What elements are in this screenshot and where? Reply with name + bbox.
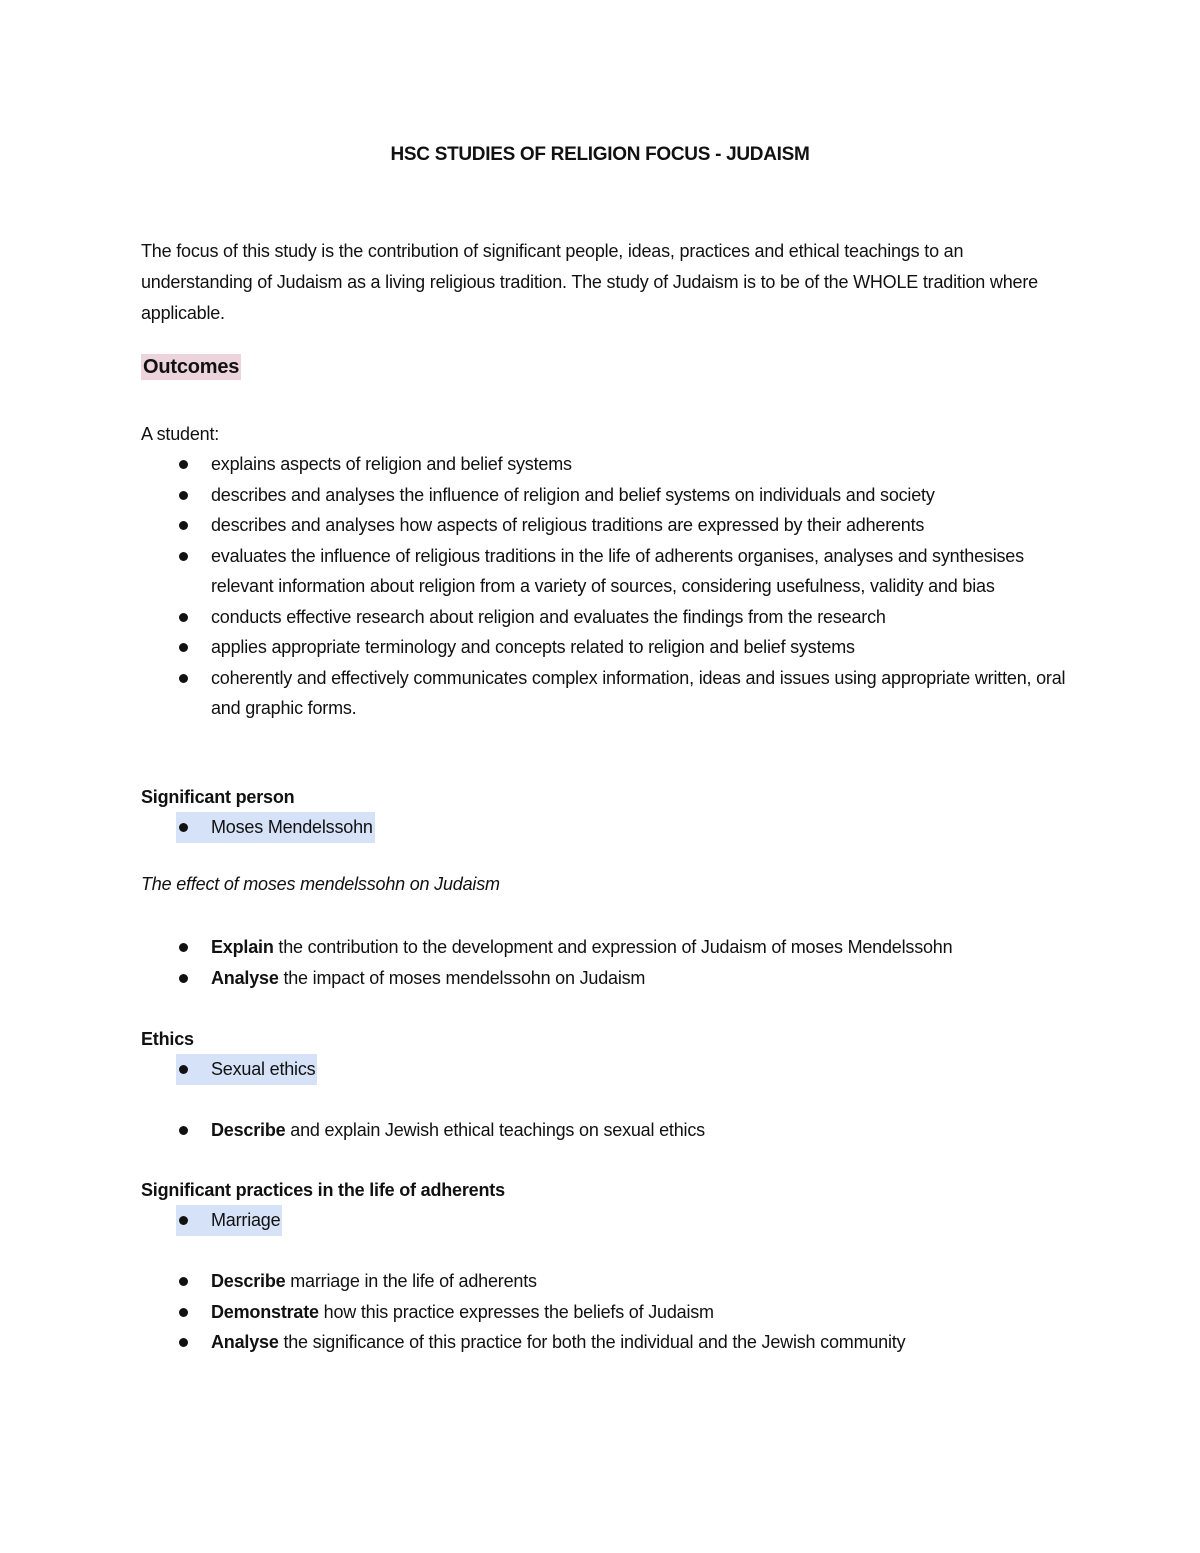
bullet-icon [179, 674, 188, 683]
list-item: explains aspects of religion and belief systems [141, 449, 1071, 480]
bullet-icon [179, 552, 188, 561]
ethics-task-list [141, 1115, 1071, 1146]
highlighted-item: Sexual ethics [176, 1054, 317, 1085]
list-item: Demonstrate how this practice expresses the beliefs of Judaism [141, 1297, 1071, 1328]
ethics-tasks [141, 1115, 1071, 1146]
list-item: Describe and explain Jewish ethical teachings on sexual ethics [141, 1115, 1071, 1146]
ethics-section [141, 1026, 1071, 1085]
bullet-icon [179, 823, 188, 832]
outcomes-lead: A student: [141, 424, 220, 444]
highlighted-item: Moses Mendelssohn [176, 812, 375, 843]
list-item [141, 812, 1071, 843]
practices-heading: Significant practices in the life of adherents [141, 1180, 505, 1200]
person-section [141, 784, 1071, 843]
bullet-icon [179, 491, 188, 500]
list-item [141, 1054, 1071, 1085]
bullet-icon [179, 1277, 188, 1286]
person-highlight-list [141, 812, 1071, 843]
outcomes-list [141, 449, 1071, 724]
page-title: HSC STUDIES OF RELIGION FOCUS - JUDAISM [390, 144, 810, 165]
outcomes-heading-row [141, 356, 241, 379]
ethics-highlight-list [141, 1054, 1071, 1085]
list-item: Analyse the impact of moses mendelssohn on Judaism [141, 963, 1071, 994]
list-item: Analyse the significance of this practice for both the individual and the Jewish community [141, 1327, 1071, 1358]
list-item: coherently and effectively communicates complex information, ideas and issues using appropriate written, oral and graphic forms. [141, 663, 1071, 724]
bullet-icon [179, 521, 188, 530]
bullet-icon [179, 460, 188, 469]
practices-task-list [141, 1266, 1071, 1358]
bullet-icon [179, 613, 188, 622]
bullet-icon [179, 1126, 188, 1135]
list-item: Describe marriage in the life of adherents [141, 1266, 1071, 1297]
practices-section [141, 1177, 1071, 1236]
bullet-icon [179, 974, 188, 983]
practices-highlight-list [141, 1205, 1071, 1236]
list-item [141, 1205, 1071, 1236]
highlighted-item: Marriage [176, 1205, 282, 1236]
list-item: Explain the contribution to the development and expression of Judaism of moses Mendelssohn [141, 932, 1071, 963]
bullet-icon [179, 1308, 188, 1317]
bullet-icon [179, 1216, 188, 1225]
list-item: describes and analyses the influence of religion and belief systems on individuals and society [141, 480, 1071, 511]
intro-paragraph: The focus of this study is the contribution of significant people, ideas, practices and ethical teachings to an understanding of Judaism as a living religious tradition. The study of Judaism is to be of the WHOLE tradition where applicable. [141, 241, 1038, 323]
bullet-icon [179, 643, 188, 652]
bullet-icon [179, 943, 188, 952]
person-tasks [141, 932, 1071, 993]
list-item: describes and analyses how aspects of religious traditions are expressed by their adherents [141, 510, 1071, 541]
ethics-heading: Ethics [141, 1029, 194, 1049]
bullet-icon [179, 1065, 188, 1074]
practices-tasks [141, 1266, 1071, 1358]
list-item: evaluates the influence of religious traditions in the life of adherents organises, analyses and synthesises relevant information about religion from a variety of sources, considering usefulness, validity and bias [141, 541, 1071, 602]
bullet-icon [179, 1338, 188, 1347]
person-subheading: The effect of moses mendelssohn on Judaism [141, 874, 500, 894]
list-item: conducts effective research about religion and evaluates the findings from the research [141, 602, 1071, 633]
outcomes-heading: Outcomes [143, 356, 240, 378]
list-item: applies appropriate terminology and concepts related to religion and belief systems [141, 632, 1071, 663]
outcomes-section [141, 421, 1071, 724]
person-task-list [141, 932, 1071, 993]
person-heading: Significant person [141, 787, 295, 807]
